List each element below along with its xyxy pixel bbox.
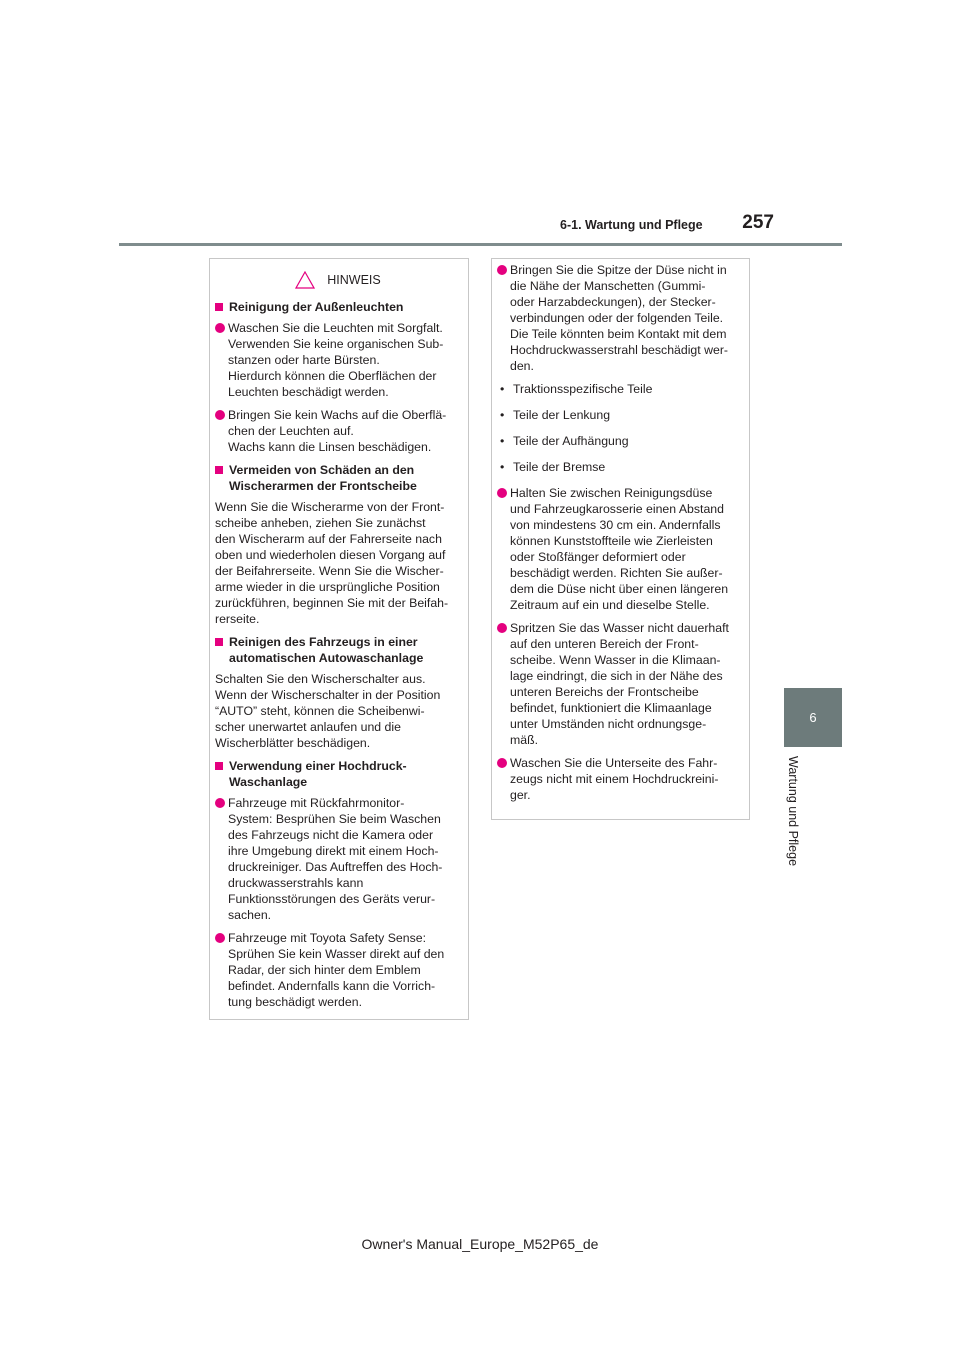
circle-bullet-icon (215, 410, 225, 420)
paragraph: Wenn Sie die Wischerarme von der Front- scheibe anheben, ziehen Sie zunächst den Wischerarm auf der Fahrerseite nach oben und wiederholen diesen Vorgang auf der Beifahrerseite. Wenn Sie die Wischer- arme wieder in die ursprüngliche Position zurückführen, beginnen Sie mit der Beifah- rerseite. (215, 500, 449, 626)
list-item: Waschen Sie die Unterseite des Fahr- zeugs nicht mit einem Hochdruckreini- ger. (497, 755, 742, 803)
circle-bullet-icon (497, 265, 507, 275)
bullet-marker: • (500, 434, 505, 448)
paragraph: Schalten Sie den Wischerschalter aus. Wenn der Wischerschalter in der Position “AUTO” steht, können die Scheibenwi- scher unerwartet anlaufen und die Wischerblätter beschädigen. (215, 672, 441, 750)
circle-bullet-icon (497, 623, 507, 633)
circle-bullet-icon (497, 488, 507, 498)
section-heading: Verwendung einer Hochdruck- Waschanlage (215, 758, 461, 790)
bullet-marker: • (500, 460, 505, 474)
chapter-title: Wartung und Pflege (786, 756, 800, 867)
sub-list-item: • Teile der Lenkung (497, 407, 742, 423)
section-title: 6-1. Wartung und Pflege (560, 218, 703, 232)
circle-bullet-icon (215, 933, 225, 943)
notice-label: HINWEIS (327, 273, 381, 287)
square-bullet-icon (215, 303, 223, 311)
list-item: Waschen Sie die Leuchten mit Sorgfalt. Verwenden Sie keine organischen Sub- stanzen oder harte Bürsten. Hierdurch können die Oberflächen der Leuchten beschädigt werden. (215, 320, 461, 400)
notice-box-left (209, 258, 469, 1020)
warning-triangle-icon (295, 271, 315, 289)
page-number: 257 (742, 212, 774, 233)
list-item: Bringen Sie die Spitze der Düse nicht in die Nähe der Manschetten (Gummi- oder Harzabdeckungen), der Stecker- verbindungen oder der folgenden Teile. Die Teile könnten beim Kontakt mit dem Hochdruckwasserstrahl beschädigt wer- den. (497, 262, 742, 374)
footer-text: Owner's Manual_Europe_M52P65_de (361, 1236, 599, 1252)
bullet-marker: • (500, 382, 505, 396)
sub-list-item: • Teile der Aufhängung (497, 433, 742, 449)
sub-list-item: • Traktionsspezifische Teile (497, 381, 742, 397)
section-heading: Reinigung der Außenleuchten (215, 299, 461, 315)
bullet-marker: • (500, 408, 505, 422)
square-bullet-icon (215, 762, 223, 770)
square-bullet-icon (215, 466, 223, 474)
circle-bullet-icon (215, 323, 225, 333)
circle-bullet-icon (497, 758, 507, 768)
section-heading: Reinigen des Fahrzeugs in einer automatischen Autowaschanlage (215, 634, 461, 666)
chapter-number: 6 (809, 710, 817, 725)
notice-box-right (491, 258, 750, 820)
chapter-tab (784, 688, 842, 747)
list-item: Fahrzeuge mit Toyota Safety Sense: Sprühen Sie kein Wasser direkt auf den Radar, der sich hinter dem Emblem befindet. Andernfalls kann die Vorrich- tung beschädigt werden. (215, 930, 461, 1010)
sub-list-item: • Teile der Bremse (497, 459, 742, 475)
list-item: Fahrzeuge mit Rückfahrmonitor- System: Besprühen Sie beim Waschen des Fahrzeugs nicht die Kamera oder ihre Umgebung direkt mit einem Hoch- druckreiniger. Das Auftreffen des Hoch- druckwasserstrahls kann Funktionsstörungen des Geräts verur- sachen. (215, 795, 461, 923)
list-item: Spritzen Sie das Wasser nicht dauerhaft auf den unteren Bereich der Front- scheibe. Wenn Wasser in die Klimaan- lage eindringt, die sich in der Nähe des unteren Bereichs der Frontscheibe befindet, funktioniert die Klimaanlage unter Umständen nicht ordnungsge- mäß. (497, 620, 742, 748)
list-item: Bringen Sie kein Wachs auf die Oberflä- chen der Leuchten auf. Wachs kann die Linsen beschädigen. (215, 407, 461, 455)
notice-header (215, 265, 461, 295)
header-rule (119, 243, 842, 246)
section-heading: Vermeiden von Schäden an den Wischerarmen der Frontscheibe (215, 462, 461, 494)
circle-bullet-icon (215, 798, 225, 808)
square-bullet-icon (215, 638, 223, 646)
list-item: Halten Sie zwischen Reinigungsdüse und Fahrzeugkarosserie einen Abstand von mindestens 30 cm ein. Andernfalls können Kunststoffteile wie Zierleisten oder Stoßfänger deformiert oder beschädigt werden. Richten Sie außer- dem die Düse nicht über einen längeren Zeitraum auf ein und dieselbe Stelle. (497, 485, 742, 613)
